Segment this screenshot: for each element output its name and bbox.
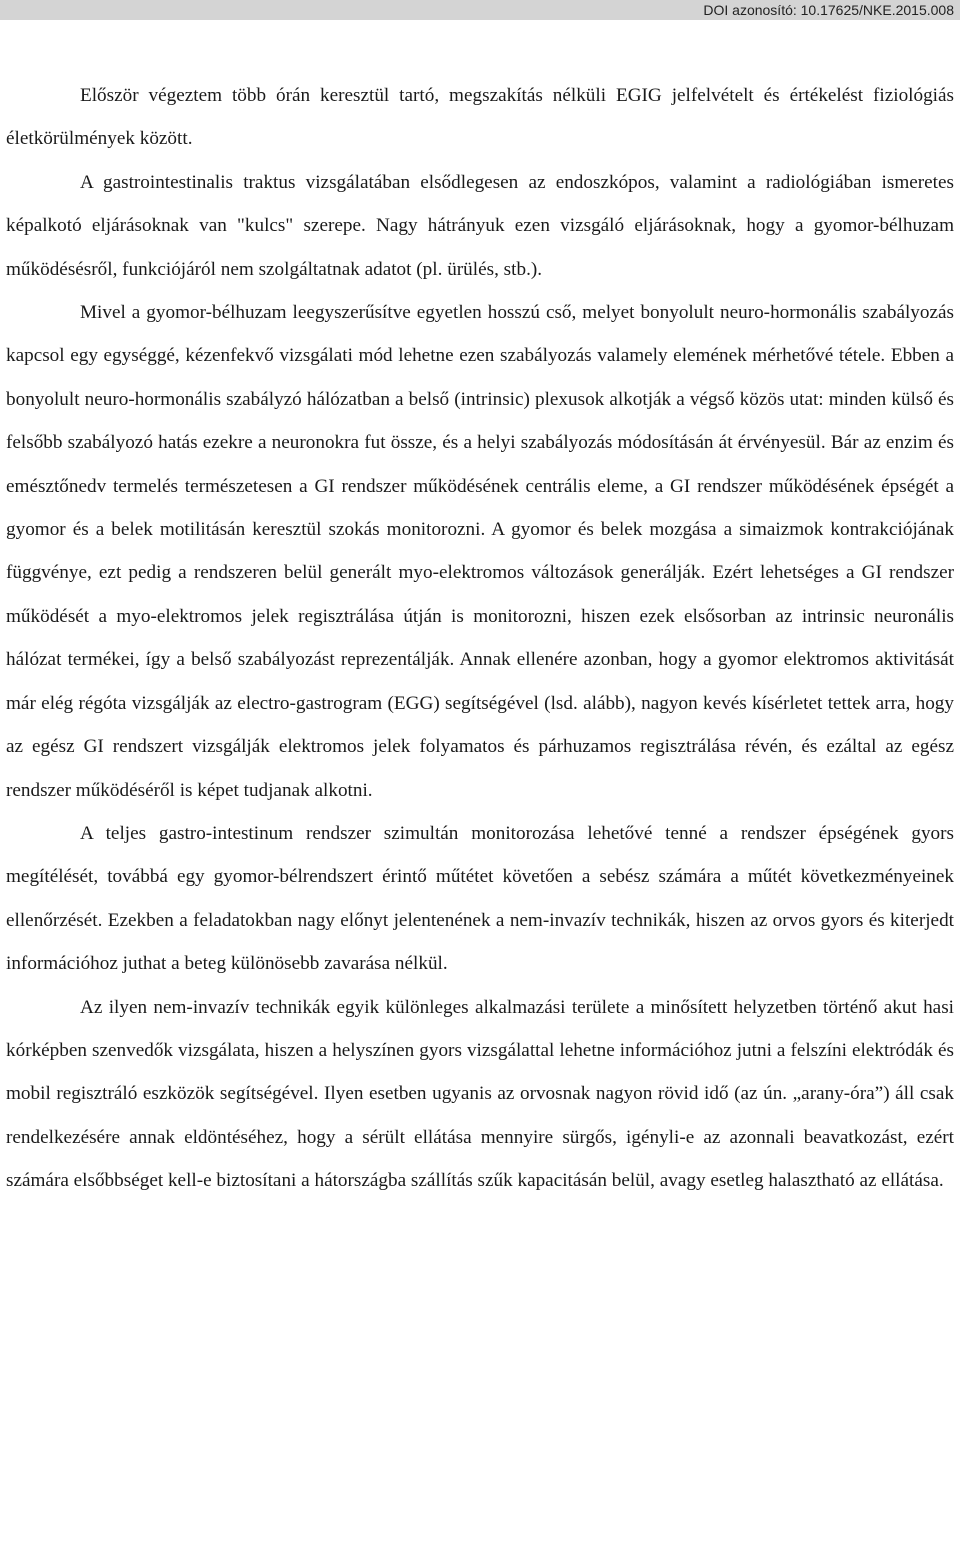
paragraph-3: Mivel a gyomor-bélhuzam leegyszerűsítve egyetlen hosszú cső, melyet bonyolult neuro-hormonális szabályozás kapcsol egy egységgé, kézenfekvő vizsgálati mód lehetne ezen szabályozás valamely elemének mérhetővé tétele. Ebben a bonyolult neuro-hormonális szabályzó hálózatban a belső (intrinsic) plexusok alkotják a végső közös utat: minden külső és felsőbb szabályozó hatás ezekre a neuronokra fut össze, és a helyi szabályozás módosításán át érvényesül. Bár az enzim és emésztőnedv termelés természetesen a GI rendszer működésének centrális eleme, a GI rendszer működésének épségét a gyomor és a belek motilitásán keresztül szokás monitorozni. A gyomor és belek mozgása a simaizmok kontrakciójának függvénye, ezt pedig a rendszeren belül generált myo-elektromos változások generálják. Ezért lehetséges a GI rendszer működését a myo-elektromos jelek regisztrálása útján is monitorozni, hiszen ezek elsősorban az intrinsic neuronális hálózat termékei, így a belső szabályozást reprezentálják. Annak ellenére azonban, hogy a gyomor elektromos aktivitását már elég régóta vizsgálják az electro-gastrogram (EGG) segítségével (lsd. alább), nagyon kevés kísérletet tettek arra, hogy az egész GI rendszert vizsgálják elektromos jelek folyamatos és párhuzamos regisztrálása révén, és ezáltal az egész rendszer működéséről is képet tudjanak alkotni. — [6, 302, 954, 801]
paragraph-1: Először végeztem több órán keresztül tartó, megszakítás nélküli EGIG jelfelvételt és értékelést fiziológiás életkörülmények között. — [6, 85, 954, 150]
paragraph-5: Az ilyen nem-invazív technikák egyik különleges alkalmazási területe a minősített helyzetben történő akut hasi kórképben szenvedők vizsgálata, hiszen a helyszínen gyors vizsgálattal lehetne információhoz jutni a felszíni elektródák és mobil regisztráló eszközök segítségével. Ilyen esetben ugyanis az orvosnak nagyon rövid idő (az ún. „arany-óra”) áll csak rendelkezésére annak eldöntéséhez, hogy a sérült ellátása mennyire sürgős, igényli-e az azonnali beavatkozást, ezért számára elsőbbséget kell-e biztosítani a hátországba szállítás szűk kapacitásán belül, avagy esetleg halasztható az ellátása. — [6, 996, 954, 1192]
document-body — [6, 74, 954, 1203]
page-header — [0, 0, 960, 20]
paragraph-4: A teljes gastro-intestinum rendszer szimultán monitorozása lehetővé tenné a rendszer épségének gyors megítélését, továbbá egy gyomor-bélrendszert érintő műtétet követően a sebész számára a műtét következményeinek ellenőrzését. Ezekben a feladatokban nagy előnyt jelentenének a nem-invazív technikák, hiszen az orvos gyors és kiterjedt információhoz juthat a beteg különösebb zavarása nélkül. — [6, 822, 954, 975]
doi-label: DOI azonosító: 10.17625/NKE.2015.008 — [703, 2, 954, 18]
paragraph-2: A gastrointestinalis traktus vizsgálatában elsődlegesen az endoszkópos, valamint a radiológiában ismeretes képalkotó eljárásoknak van "kulcs" szerepe. Nagy hátrányuk ezen vizsgáló eljárásoknak, hogy a gyomor-bélhuzam működésésről, funkciójáról nem szolgáltatnak adatot (pl. ürülés, stb.). — [6, 171, 954, 280]
